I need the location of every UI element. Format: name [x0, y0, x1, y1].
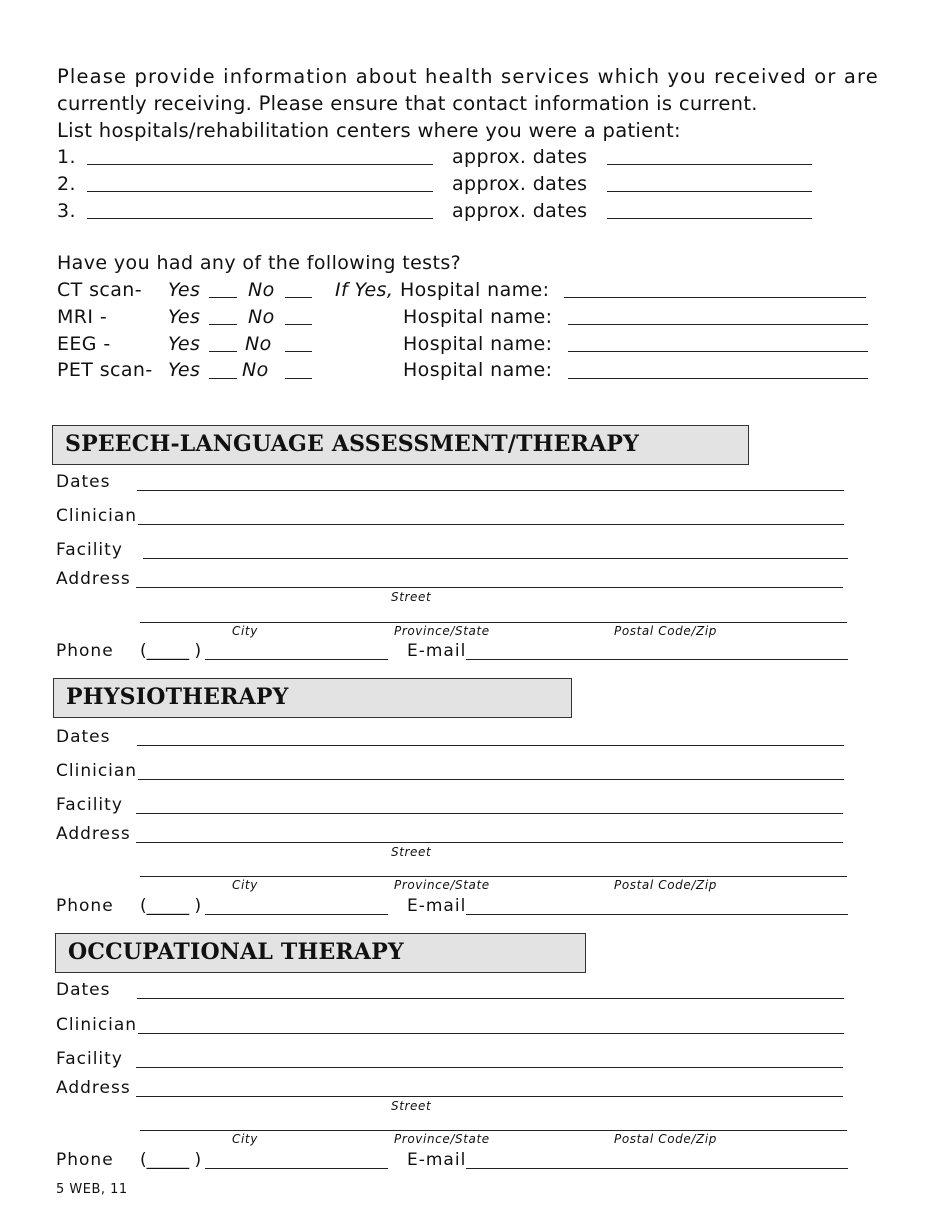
city-province-postal-line[interactable] — [140, 1130, 847, 1131]
dates-label: Dates — [56, 980, 111, 1000]
postal-caption: Postal Code/Zip — [614, 624, 717, 638]
phone-number-line[interactable] — [205, 659, 388, 660]
hospital-name-label: Hospital name: — [403, 306, 553, 328]
hospital-name-line[interactable] — [87, 218, 433, 219]
province-caption: Province/State — [394, 624, 490, 638]
section-header-occupational-therapy: OCCUPATIONAL THERAPY — [55, 933, 586, 973]
yes-label: Yes — [168, 306, 201, 328]
approx-dates-label: approx. dates — [452, 200, 588, 222]
yes-label: Yes — [168, 333, 201, 355]
phone-number-line[interactable] — [205, 1168, 388, 1169]
city-caption: City — [232, 1132, 258, 1146]
city-caption: City — [232, 624, 258, 638]
address-label: Address — [56, 1078, 131, 1098]
clinician-line[interactable] — [138, 1033, 844, 1034]
email-line[interactable] — [466, 914, 848, 915]
hospital-number: 3. — [57, 200, 76, 222]
street-caption: Street — [391, 845, 432, 859]
no-checkbox-line[interactable] — [285, 297, 312, 298]
phone-number-line[interactable] — [205, 914, 388, 915]
test-name: CT scan- — [57, 279, 142, 301]
hospital-name-label: Hospital name: — [400, 279, 550, 301]
if-yes-label: If Yes, — [335, 279, 394, 301]
phone-label: Phone — [56, 641, 114, 661]
clinician-label: Clinician — [56, 1015, 138, 1035]
street-line[interactable] — [136, 1096, 843, 1097]
email-line[interactable] — [466, 659, 848, 660]
test-name: EEG - — [57, 333, 111, 355]
phone-label: Phone — [56, 896, 114, 916]
street-line[interactable] — [136, 842, 843, 843]
hospital-number: 1. — [57, 146, 76, 168]
no-label: No — [248, 279, 275, 301]
city-caption: City — [232, 878, 258, 892]
address-label: Address — [56, 569, 131, 589]
section-header-speech-language: SPEECH-LANGUAGE ASSESSMENT/THERAPY — [52, 425, 749, 465]
hospital-name-line[interactable] — [87, 164, 433, 165]
dates-label: Dates — [56, 472, 111, 492]
email-label: E-mail — [407, 896, 467, 916]
approx-dates-label: approx. dates — [452, 146, 588, 168]
dates-line[interactable] — [137, 998, 844, 999]
phone-area-code[interactable]: (_____ ) — [140, 1150, 202, 1170]
hospital-number: 2. — [57, 173, 76, 195]
section-header-physiotherapy: PHYSIOTHERAPY — [53, 678, 572, 718]
city-province-postal-line[interactable] — [140, 876, 847, 877]
intro-line-1: Please provide information about health services which you received or are — [57, 65, 879, 88]
facility-label: Facility — [56, 1049, 123, 1069]
postal-caption: Postal Code/Zip — [614, 1132, 717, 1146]
no-label: No — [245, 333, 272, 355]
dates-line[interactable] — [137, 490, 844, 491]
no-label: No — [242, 359, 269, 381]
address-label: Address — [56, 824, 131, 844]
facility-line[interactable] — [143, 558, 848, 559]
email-line[interactable] — [466, 1168, 848, 1169]
no-checkbox-line[interactable] — [285, 351, 312, 352]
yes-checkbox-line[interactable] — [209, 378, 237, 379]
dates-line[interactable] — [137, 745, 844, 746]
page-footer: 5 WEB, 11 — [56, 1182, 128, 1197]
clinician-label: Clinician — [56, 506, 138, 526]
street-caption: Street — [391, 1099, 432, 1113]
facility-line[interactable] — [136, 813, 843, 814]
hospital-name-line[interactable] — [568, 324, 868, 325]
intro-line-2: currently receiving. Please ensure that contact information is current. — [57, 92, 758, 115]
yes-checkbox-line[interactable] — [209, 297, 237, 298]
street-line[interactable] — [136, 587, 843, 588]
facility-line[interactable] — [136, 1067, 843, 1068]
clinician-label: Clinician — [56, 761, 138, 781]
approx-dates-line[interactable] — [607, 191, 812, 192]
hospital-name-line[interactable] — [568, 378, 868, 379]
yes-label: Yes — [168, 279, 201, 301]
approx-dates-line[interactable] — [607, 164, 812, 165]
hospital-name-label: Hospital name: — [403, 333, 553, 355]
dates-label: Dates — [56, 727, 111, 747]
street-caption: Street — [391, 590, 432, 604]
postal-caption: Postal Code/Zip — [614, 878, 717, 892]
approx-dates-label: approx. dates — [452, 173, 588, 195]
no-checkbox-line[interactable] — [285, 378, 312, 379]
test-name: MRI - — [57, 306, 108, 328]
intro-line-3: List hospitals/rehabilitation centers where you were a patient: — [57, 119, 681, 142]
facility-label: Facility — [56, 540, 123, 560]
clinician-line[interactable] — [138, 779, 844, 780]
province-caption: Province/State — [394, 878, 490, 892]
phone-area-code[interactable]: (_____ ) — [140, 896, 202, 916]
approx-dates-line[interactable] — [607, 218, 812, 219]
hospital-name-line[interactable] — [87, 191, 433, 192]
clinician-line[interactable] — [138, 524, 844, 525]
email-label: E-mail — [407, 641, 467, 661]
hospital-name-label: Hospital name: — [403, 359, 553, 381]
hospital-name-line[interactable] — [564, 297, 866, 298]
tests-question: Have you had any of the following tests? — [57, 252, 462, 274]
test-name: PET scan- — [57, 359, 153, 381]
no-label: No — [248, 306, 275, 328]
province-caption: Province/State — [394, 1132, 490, 1146]
facility-label: Facility — [56, 795, 123, 815]
hospital-name-line[interactable] — [568, 351, 868, 352]
email-label: E-mail — [407, 1150, 467, 1170]
city-province-postal-line[interactable] — [140, 622, 847, 623]
yes-checkbox-line[interactable] — [209, 351, 237, 352]
yes-checkbox-line[interactable] — [209, 324, 237, 325]
yes-label: Yes — [168, 359, 201, 381]
phone-area-code[interactable]: (_____ ) — [140, 641, 202, 661]
phone-label: Phone — [56, 1150, 114, 1170]
no-checkbox-line[interactable] — [285, 324, 312, 325]
